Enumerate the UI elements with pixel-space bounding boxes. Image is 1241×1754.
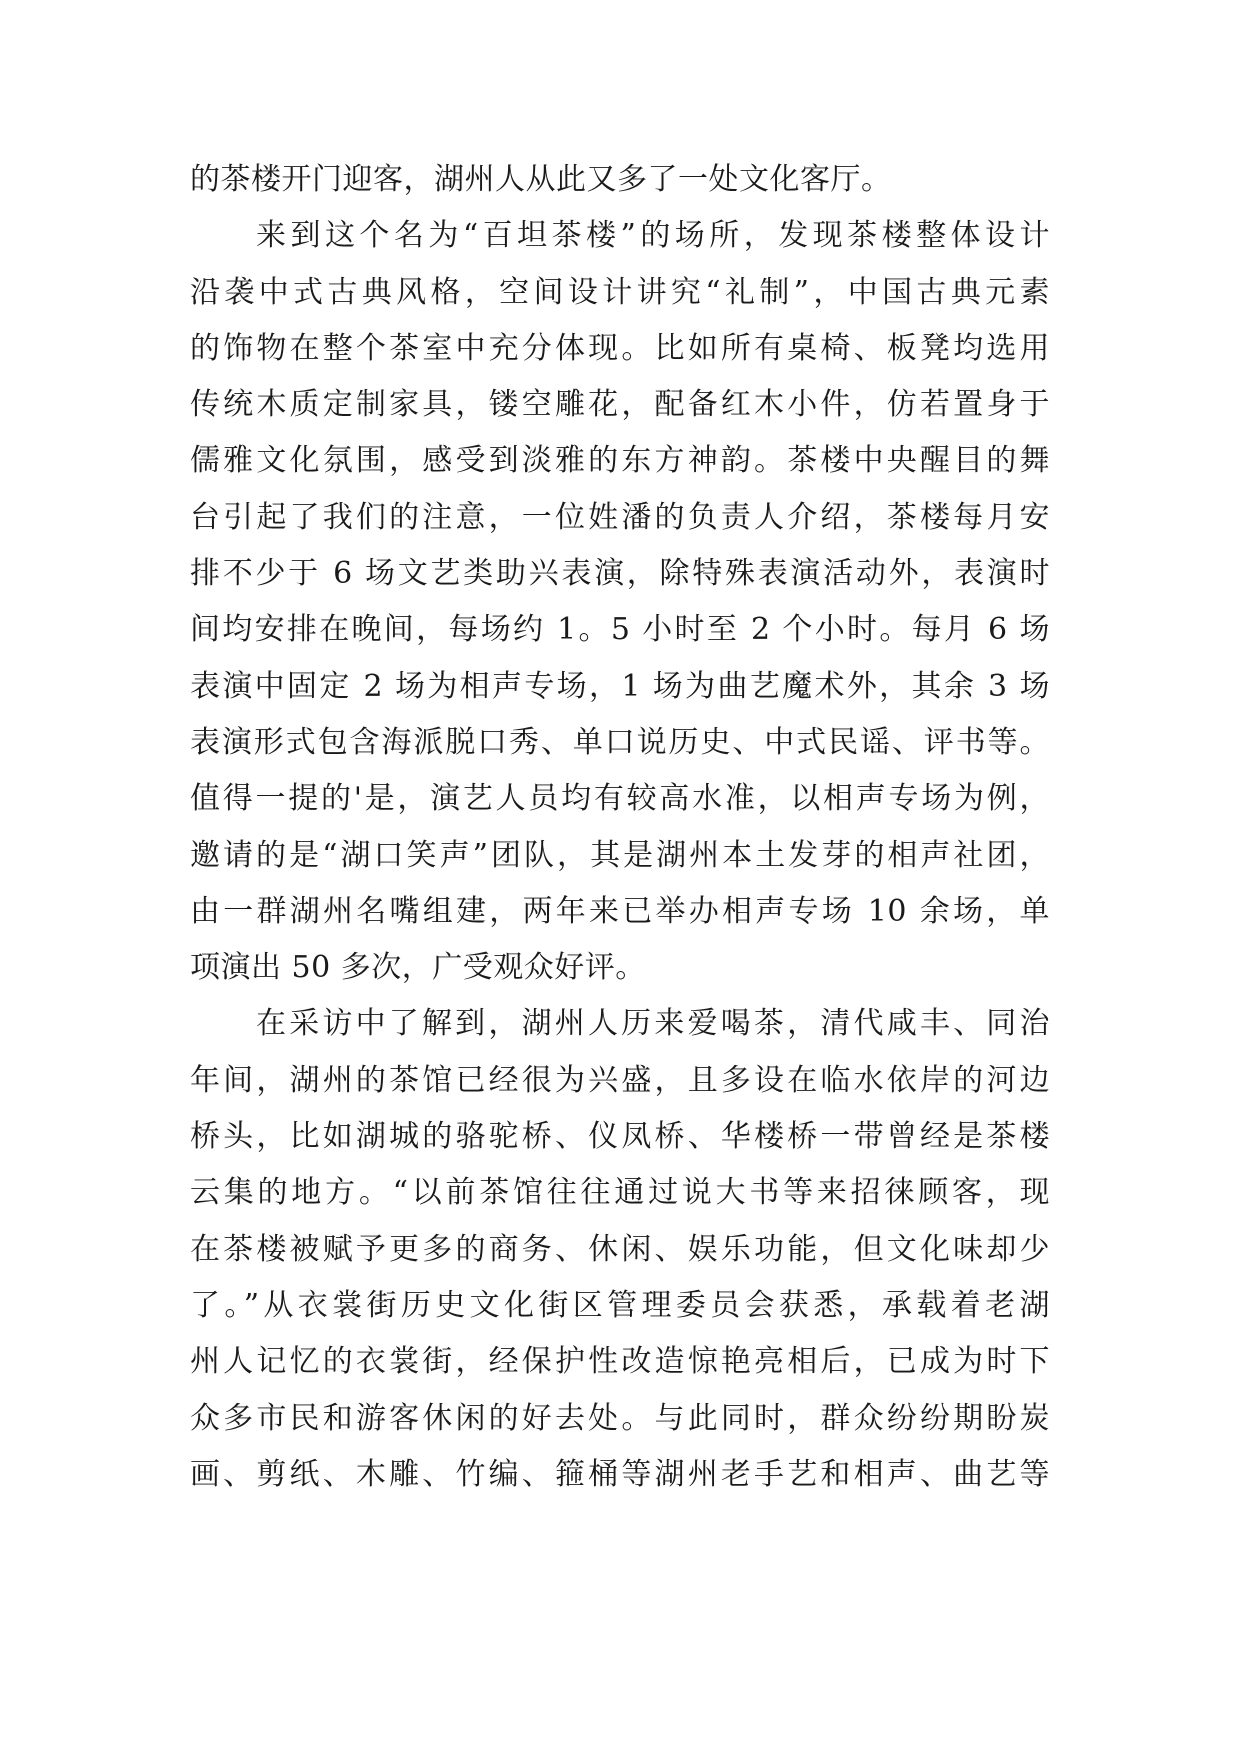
- text-line: 了。”从衣裳街历史文化街区管理委员会获悉，承载着老湖: [190, 1287, 1050, 1323]
- text-line: 沿袭中式古典风格，空间设计讲究“礼制”，中国古典元素: [190, 274, 1050, 310]
- text-line: 来到这个名为“百坦茶楼”的场所，发现茶楼整体设计: [256, 218, 1050, 254]
- text-line: 桥头，比如湖城的骆驼桥、仪凤桥、华楼桥一带曾经是茶楼: [190, 1119, 1050, 1155]
- text-line: 传统木质定制家具，镂空雕花，配备红木小件，仿若置身于: [190, 387, 1050, 423]
- text-line: 年间，湖州的茶馆已经很为兴盛，且多设在临水依岸的河边: [190, 1062, 1050, 1098]
- text-line: 值得一提的'是，演艺人员均有较高水准，以相声专场为例，: [190, 781, 1050, 817]
- text-line: 间均安排在晚间，每场约 1。5 小时至 2 个小时。每月 6 场: [190, 612, 1050, 648]
- text-line: 州人记忆的衣裳街，经保护性改造惊艳亮相后，已成为时下: [190, 1344, 1050, 1380]
- text-line: 画、剪纸、木雕、竹编、箍桶等湖州老手艺和相声、曲艺等: [190, 1456, 1050, 1492]
- document-body: [190, 152, 1050, 1503]
- text-line: 儒雅文化氛围，感受到淡雅的东方神韵。茶楼中央醒目的舞: [190, 443, 1050, 479]
- text-line: 表演形式包含海派脱口秀、单口说历史、中式民谣、评书等。: [190, 724, 1050, 760]
- text-line: 台引起了我们的注意，一位姓潘的负责人介绍，茶楼每月安: [190, 499, 1050, 535]
- text-line: 在茶楼被赋予更多的商务、休闲、娱乐功能，但文化味却少: [190, 1231, 1050, 1267]
- text-line: 的茶楼开门迎客，湖州人从此又多了一处文化客厅。: [190, 162, 892, 197]
- text-line: 由一群湖州名嘴组建，两年来已举办相声专场 10 余场，单: [190, 893, 1050, 929]
- text-line: 众多市民和游客休闲的好去处。与此同时，群众纷纷期盼炭: [190, 1400, 1050, 1436]
- text-line: 云集的地方。“以前茶馆往往通过说大书等来招徕顾客，现: [190, 1175, 1050, 1211]
- text-line: 表演中固定 2 场为相声专场，1 场为曲艺魔术外，其余 3 场: [190, 668, 1050, 704]
- text-line: 项演出 50 多次，广受观众好评。: [190, 950, 646, 986]
- text-line: 邀请的是“湖口笑声”团队，其是湖州本土发芽的相声社团，: [190, 837, 1050, 873]
- text-line: 在采访中了解到，湖州人历来爱喝茶，清代咸丰、同治: [256, 1006, 1050, 1042]
- text-line: 排不少于 6 场文艺类助兴表演，除特殊表演活动外，表演时: [190, 556, 1050, 592]
- text-line: 的饰物在整个茶室中充分体现。比如所有桌椅、板凳均选用: [190, 330, 1050, 366]
